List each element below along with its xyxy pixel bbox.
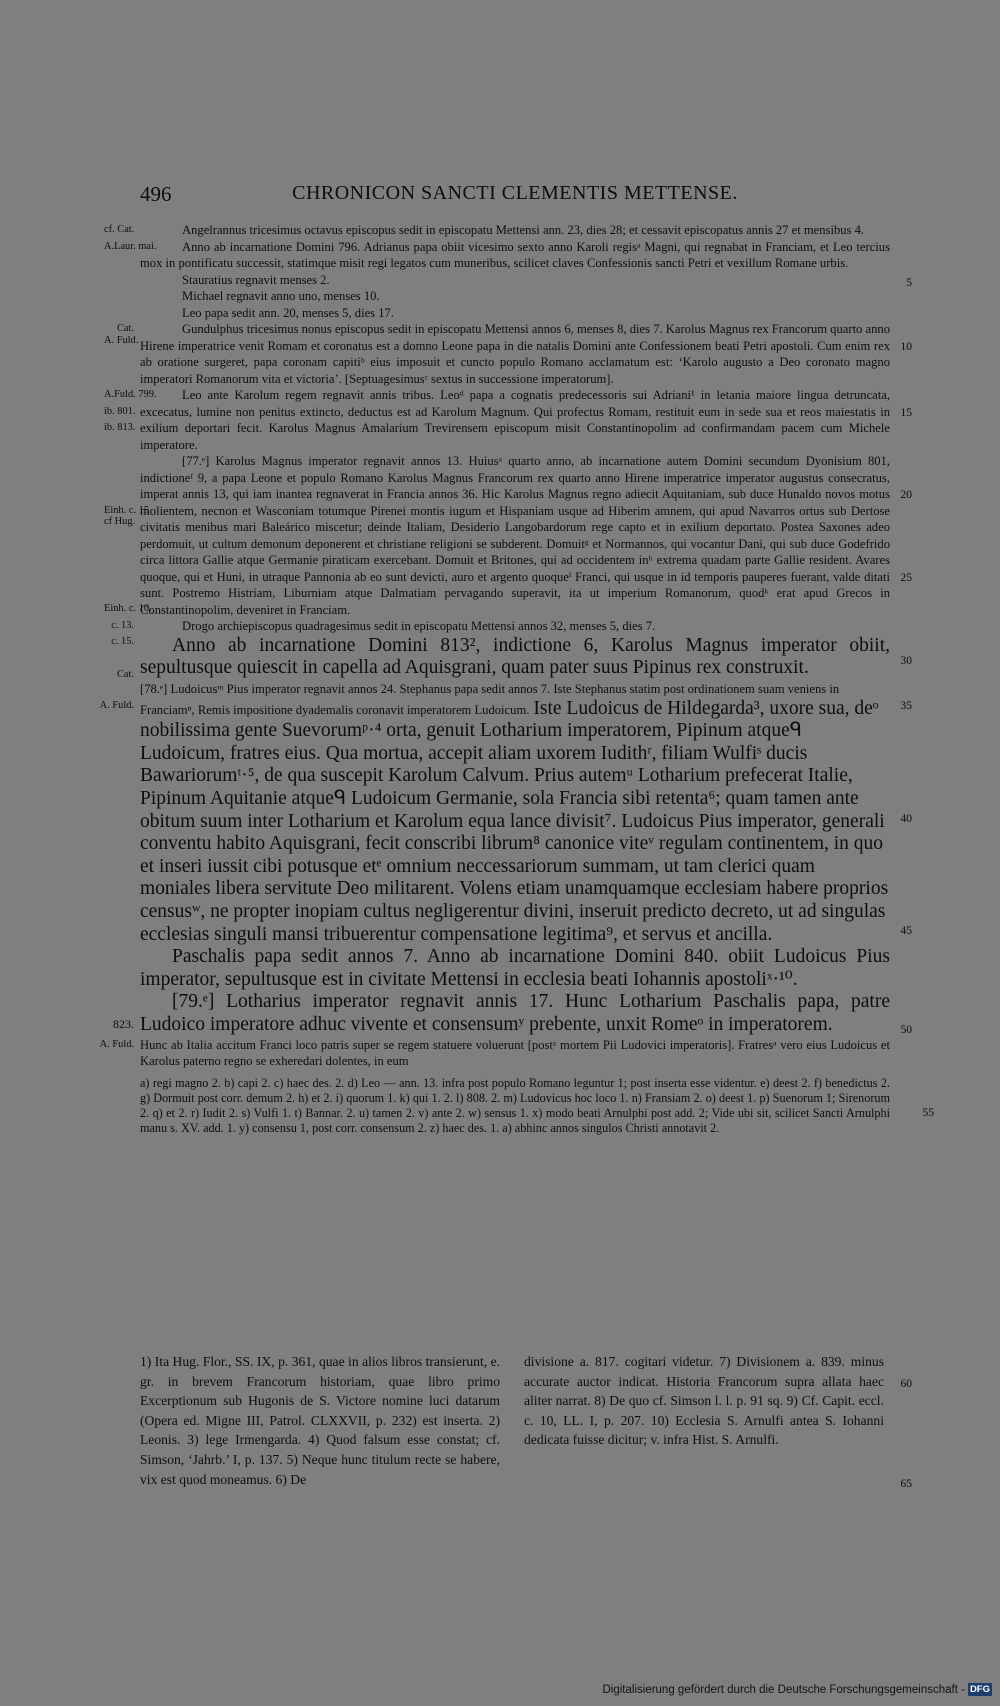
margin-ref: Einh. c. 10. [104, 603, 152, 614]
paragraph-78-small: [78.ᵉ] Ludoicusᵐ Pius imperator regnavit annos 24. Stephanus papa sedit annos 7. Iste Stephanus statim post ordinationem suam veniens in Franciamⁿ, Remis impositione dyademalis coronavit imperatorem Ludoicum. [140, 681, 840, 717]
line-number: 10 [900, 341, 912, 353]
line-leo-papa: Leo papa sedit ann. 20, menses 5, dies 17. [182, 305, 394, 320]
paragraph-angelrannus [104, 222, 890, 239]
margin-ref: Einh. c. 15 [104, 505, 150, 516]
paragraph-text: Anno ab incarnatione Domini 796. Adrianus papa obiit vicesimo sexto anno Karoli regisᵃ Magni, qui regnabat in Franciam, et Leo tercius mox in pontificatu successit, statimque misit regi legatos cum muneribus, scilicet claves Confessionis sancti Petri et vexillum Romane urbis. [140, 239, 890, 270]
margin-ref: Cat. [116, 669, 134, 680]
footnotes-left-column [140, 1352, 500, 1489]
paragraph-78-large: Iste Ludoicus de Hildegarda³, uxore sua, deᵒ nobilissima gente Suevorumᵖ·⁴ orta, genuit Lotharium imperatorem, Pipinum atqueᑫ Ludoicum, fratres eius. Qua mortua, accepit aliam uxorem Iudithʳ, filiam Wulfiˢ ducis Bawariorumᵗ·⁵, de qua suscepit Karolum Calvum. Prius autemᵘ Lotharium prefecerat Italie, Pipinum Aquitanie atqueᑫ Ludoicum Germanie, sola Francia sibi retenta⁶; quam tamen ante obitum suum inter Lotharium et Karolum equa lance divisit⁷. Ludoicus Pius imperator, generali conventu habito Aquisgrani, fecit conscribi librum⁸ canonice viteᵛ regulam continentem, in quo et inseri iussit cibi potusque etᵉ omnium neccessariorum summam, ut tam clerici quam moniales libera servitute Deo militarent. Volens etiam unamquamque ecclesiam habere proprios censusʷ, ne propter inopiam cultus negligerentur divini, inseruit predicto decreto, ut ad singulas ecclesias singuli mansi tribuerentur compensatione legitima⁹, et servus et ancilla. [140, 697, 889, 945]
dfg-logo: DFG [969, 1684, 990, 1695]
paragraph-gundulphus [104, 321, 912, 387]
page-header [140, 182, 890, 212]
page-number: 496 [140, 182, 172, 206]
margin-ref: Cat. [116, 323, 134, 334]
margin-ref: cf Hug. [104, 516, 136, 527]
paragraph-79 [113, 991, 912, 1037]
paragraph-text: [79.ᵉ] Lotharius imperator regnavit annis 17. Hunc Lotharium Paschalis papa, patre Ludoico imperatore adhuc vivente et consensumʸ prebente, unxit Romeᵒ in imperatorem. [140, 991, 890, 1035]
line-number: 55 [922, 1106, 934, 1119]
margin-ref: A. Fuld. [104, 335, 139, 346]
margin-ref: cf. Cat. [104, 224, 135, 235]
running-title: CHRONICON SANCTI CLEMENTIS METTENSE. [292, 182, 738, 204]
line-number: 45 [900, 924, 912, 937]
line-number: 50 [900, 1024, 912, 1037]
line-number: 60 [900, 1378, 912, 1390]
line-number: 25 [900, 572, 912, 584]
line-drogo: Drogo archiepiscopus quadragesimus sedit in episcopatu Mettensi annos 32, menses 5, dies 7. [182, 619, 656, 633]
paragraph-leo-ante-karolum [104, 387, 912, 453]
main-text [99, 222, 934, 1136]
margin-ref: A. Fuld. [99, 1038, 134, 1050]
margin-ref: A.Laur. mai. [104, 240, 157, 252]
margin-ref: A.Fuld. 799. [104, 389, 157, 400]
paragraph-text: Angelrannus tricesimus octavus episcopus sedit in episcopatu Mettensi ann. 23, dies 28; et cessavit episcopatus annis 27 et mensibus 4. [182, 223, 865, 237]
paragraph-text: [77.ᵉ] Karolus Magnus imperator regnavit annos 13. Huiusᵃ quarto anno, ab incarnatione autem Domini secundum Dyonisium 801, indictioneᶠ 9, a papa Leone et populo Romano Karolus Magnus Francorum rex quarto anno Hirene imperatrice imperator augustus consecratus, imperat annis 13, qui iam inantea regnaverat in Francia annos 36. Hic Karolus Magnus regno adiecit Aquitaniam, sub duce Hunaldo novos motus molientem, necnon et Wasconiam totumque Pirenei montis iugum et Hispaniam usque ad Hiberim amnem, qui apud Navarros ortus sub Dertose civitatis menibus mari Baleárico miscetur; deinde Italiam, Desiderio Langobardorum rege capto et in exilium deportato. Postea Saxones adeo perdomuit, ut cultum demonum deponerent et christiane religioni se subderent. Domuitᵍ et Normannos, qui vocantur Dani, qui sub duce Godefrido circa littora Gallie atque Germanie piraticam exercebant. Domuit et Britones, qui ad occidentem inʰ extrema quadam parte Gallie resident. Avares quoque, qui et Huni, in utraque Pannonia ab eo sunt devicti, auro et argento quoqueⁱ Franci, qui usque in id temporis pauperes fuerant, valde ditati sunt. Postremo Histriam, Liburniam atque Dalmatiam pervagando superavit, ita ut imperium Romanorum, quodᵏ erat apud Grecos in Constantinopolim, deveniret in Franciam. [140, 454, 890, 617]
paragraph-paschalis: Paschalis papa sedit annos 7. Anno ab incarnatione Domini 840. obiit Ludoicus Pius imperator, sepultusque est in civitate Mettensi in ecclesia beati Iohannis apostoliˣ·¹⁰. [140, 946, 890, 990]
paragraph-anno-813: Anno ab incarnatione Domini 813², indictione 6, Karolus Magnus imperator obiit, sepultusque quiescit in capella ad Aquisgrani, quam pater suus Pipinus rex construxit. [140, 634, 890, 679]
paragraph-hunc-ab-italia [99, 1037, 890, 1070]
footnotes-right-column [524, 1352, 884, 1450]
line-number: 5 [906, 276, 912, 289]
apparatus-text: a) regi magno 2. b) capi 2. c) haec des. 2. d) Leo — ann. 13. infra post populo Romano leguntur 1; post inserta esse videntur. e) deest 2. f) benedictus 2. g) Dormuit post corr. demum 2. h) et 2. i) quorum 1. k) qui 1. 2. l) 808. 2. m) Ludovicus hoc loco 1. n) Fransiam 2. o) deest 1. p) Suenorum 1; Sirenorum 2. q) et 2. r) Iudit 2. s) Vulfi 1. t) Bannar. 2. u) tamen 2. v) ante 2. w) sensus 1. x) modo beati Arnulphi post add. 2; Vide ubi sit, scilicet Sancti Arnulphi manu s. XV. add. 1. y) consensu 1, post corr. consensum 2. z) haec des. 1. a) abhinc annos singulos Christi annotavit 2. [140, 1075, 890, 1136]
margin-ref: A. Fuld. [99, 699, 134, 711]
margin-ref: ib. 813. [104, 422, 136, 433]
margin-ref: c. 13. [111, 620, 134, 631]
margin-ref: ib. 801. [104, 406, 136, 417]
line-number: 35 [900, 699, 912, 712]
paragraph-text: Leo ante Karolum regem regnavit annis tribus. Leoᵈ papa a cognatis predecessoris sui Adriani¹ in letania maiore lingua detruncata, excecatus, lumine non penitus extincto, deductus est ad Karolum Magnum. Qui profectus Romam, restituit eum in sede sua et reos maiestatis in exilium deportari fecit. Karolus Magnus Amalarium Trevirensem episcopum misit Constantinopolim ad confirmandam pacem cum Michele imperatore. [140, 388, 890, 452]
line-number: 30 [900, 655, 912, 667]
line-stauratius: Stauratius regnavit menses 2. [182, 272, 330, 287]
paragraph-text: Gundulphus tricesimus nonus episcopus sedit in episcopatu Mettensi annos 6, menses 8, dies 7. Karolus Magnus rex Francorum quarto anno Hirene imperatrice venit Romam et coronatus est a domno Leone papa in die natalis Domini ante Confessionem beati Petri apostoli. Cum enim rex ab oratione surgeret, papa coronam capitiᵇ eius imposuit et cuncto populo Romano acclamatum est: ‘Karolo augusto a Deo coronato magno imperatori Romanorum vita et victoria’. [Septuagesimusᶜ sextus in successione imperatorum]. [140, 322, 890, 386]
paragraph-text: Hunc ab Italia accitum Franci loco patris super se regem statuere voluerunt [postᶻ mortem Pii Ludovici imperatoris]. Fratresᵃ vero eius Ludoicus et Karolus paterno regno se exheredari dolentes, in eum [140, 1037, 890, 1069]
line-number: 40 [900, 812, 912, 825]
margin-ref: 823. [113, 1017, 134, 1032]
line-number: 20 [900, 489, 912, 501]
critical-apparatus [140, 1075, 934, 1137]
footnotes-left-text: 1) Ita Hug. Flor., SS. IX, p. 361, quae in alios libros transierunt, e. gr. in brevem Francorum historiam, quae libro primo Excerptionum sub Hugonis de S. Victore nomine luci datarum (Opera ed. Migne III, Patrol. CLXXVII, p. 232) est inserta. 2) Leonis. 3) lege Irmengarda. 4) Quod falsum esse constat; cf. Simson, ‘Jahrb.’ I, p. 137. 5) Neque hunc titulum recte se habere, vix est quod moneamus. 6) De [140, 1354, 500, 1487]
footnotes-right-text: divisione a. 817. cogitari videtur. 7) Divisionem a. 839. minus accurate auctor indicat. Historia Francorum supra allata haec aliter narrat. 8) De quo cf. Simson l. l. p. 91 sq. 9) Cf. Capit. eccl. c. 10, LL. I, p. 207. 10) Ecclesia S. Arnulfi antea S. Iohanni dedicata fuisse dicitur; v. infra Hist. S. Arnulfi. [524, 1354, 884, 1448]
credit-text: Digitalisierung gefördert durch die Deutsche Forschungsgemeinschaft - [602, 1683, 965, 1696]
margin-ref: c. 15. [111, 636, 134, 647]
paragraph-78 [99, 680, 912, 947]
digitization-credit [603, 1683, 993, 1696]
line-number: 65 [900, 1478, 912, 1490]
line-michael: Michael regnavit anno uno, menses 10. [182, 289, 380, 303]
line-number: 15 [900, 407, 912, 419]
